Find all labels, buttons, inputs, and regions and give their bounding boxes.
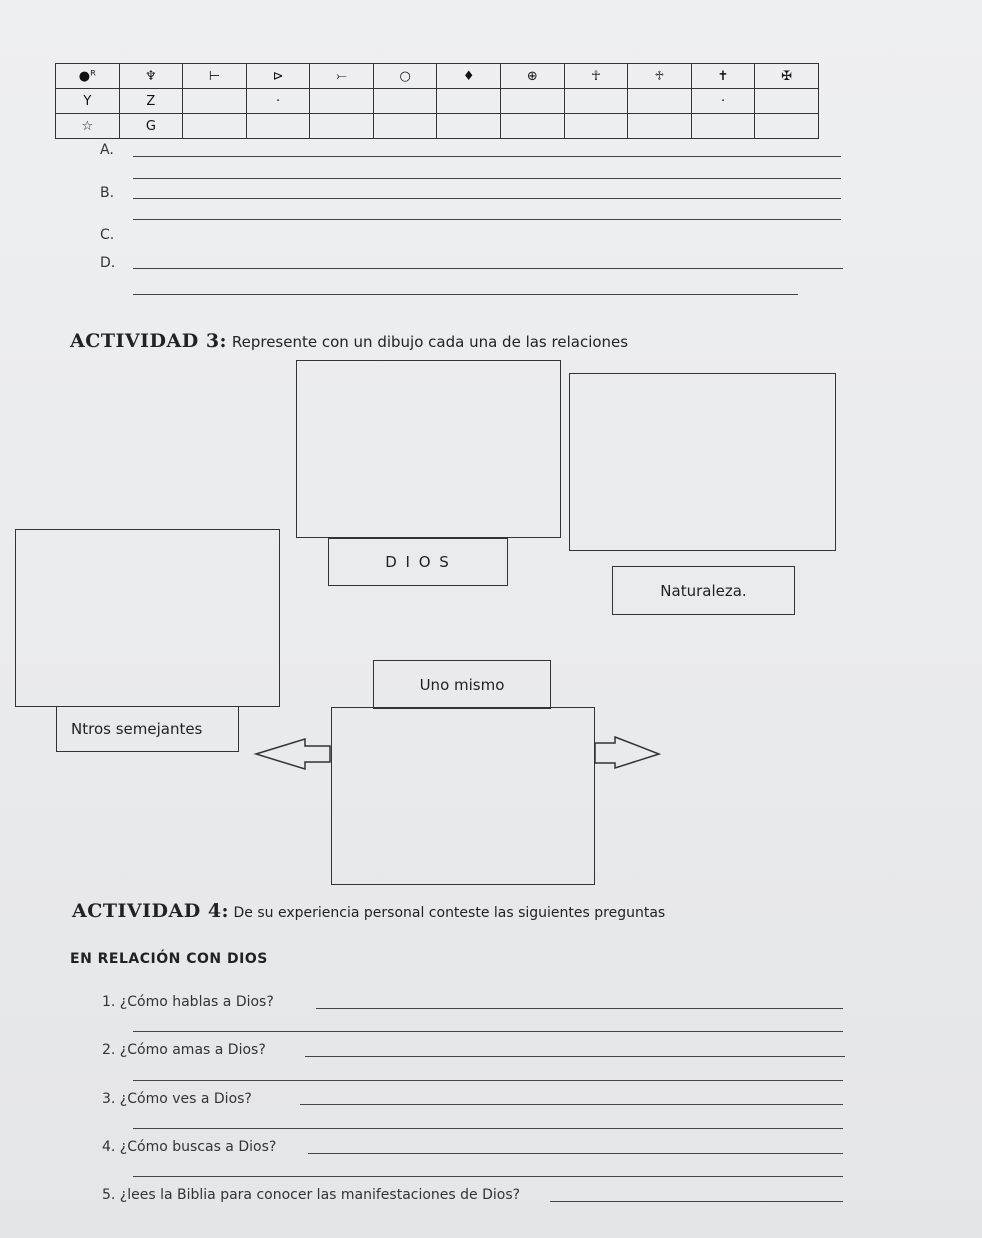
symbol-cell <box>373 114 437 139</box>
drawing-box-uno-mismo[interactable] <box>331 707 595 885</box>
symbol-cell <box>564 114 628 139</box>
symbol-cell: Z <box>119 89 183 114</box>
answer-line[interactable] <box>133 156 841 157</box>
symbol-cell: ⊕ <box>501 64 565 89</box>
symbol-cell: ⤚ <box>310 64 374 89</box>
symbol-cell: ♆ <box>119 64 183 89</box>
drawing-box-naturaleza[interactable] <box>569 373 836 551</box>
drawing-box-dios[interactable] <box>296 360 561 538</box>
answer-line[interactable] <box>305 1056 845 1057</box>
actividad4-heading <box>72 900 665 922</box>
symbol-cell: · <box>246 89 310 114</box>
symbol-cell: Y <box>56 89 120 114</box>
symbol-cell: ⊳ <box>246 64 310 89</box>
symbol-cell: ⊢ <box>183 64 247 89</box>
right-arrow-icon <box>595 735 661 773</box>
symbol-cell <box>564 89 628 114</box>
actividad3-instruction: Represente con un dibujo cada una de las relaciones <box>231 333 629 351</box>
symbol-cell <box>437 114 501 139</box>
symbol-cell <box>246 114 310 139</box>
left-arrow-icon <box>255 735 331 773</box>
symbol-cell <box>501 114 565 139</box>
question-1: 1. ¿Cómo hablas a Dios? <box>102 994 274 1010</box>
symbols-row <box>56 114 819 139</box>
symbol-cell <box>373 89 437 114</box>
symbol-cell: ☆ <box>56 114 120 139</box>
symbol-cell <box>310 114 374 139</box>
answer-line[interactable] <box>133 1031 843 1032</box>
answer-line[interactable] <box>133 178 841 179</box>
symbol-cell: ●ᴿ <box>56 64 120 89</box>
label-dios-text: D I O S <box>385 553 451 571</box>
actividad3-title: ACTIVIDAD 3: <box>70 330 228 352</box>
question-3: 3. ¿Cómo ves a Dios? <box>102 1091 252 1107</box>
symbol-cell <box>183 114 247 139</box>
symbol-cell <box>183 89 247 114</box>
symbol-cell: ☥ <box>564 64 628 89</box>
symbol-cell <box>310 89 374 114</box>
symbol-cell <box>628 114 692 139</box>
symbol-cell: ♦ <box>437 64 501 89</box>
answer-letter-c: C. <box>100 227 115 243</box>
question-5: 5. ¿lees la Biblia para conocer las manifestaciones de Dios? <box>102 1187 521 1203</box>
symbol-cell <box>755 89 819 114</box>
question-4: 4. ¿Cómo buscas a Dios? <box>102 1139 277 1155</box>
actividad4-title: ACTIVIDAD 4: <box>72 900 230 922</box>
symbols-row <box>56 64 819 89</box>
answer-letter-b: B. <box>100 185 115 201</box>
symbol-cell <box>501 89 565 114</box>
answer-line[interactable] <box>133 1128 843 1129</box>
actividad3-heading <box>70 330 628 352</box>
actividad4-instruction: De su experiencia personal conteste las siguientes preguntas <box>233 905 666 921</box>
symbol-cell: · <box>691 89 755 114</box>
label-semejantes <box>56 706 239 752</box>
symbol-cell: ♱ <box>628 64 692 89</box>
answer-line[interactable] <box>550 1201 843 1202</box>
label-naturaleza <box>612 566 795 615</box>
label-semejantes-text: Ntros semejantes <box>71 720 203 738</box>
symbol-cell <box>437 89 501 114</box>
symbol-cell: G <box>119 114 183 139</box>
answer-line[interactable] <box>308 1153 843 1154</box>
question-2: 2. ¿Cómo amas a Dios? <box>102 1042 266 1058</box>
answer-line[interactable] <box>133 268 843 269</box>
label-naturaleza-text: Naturaleza. <box>660 581 747 600</box>
answer-letter-d: D. <box>100 255 116 271</box>
answer-line[interactable] <box>133 198 841 199</box>
symbols-row <box>56 89 819 114</box>
answer-letter-a: A. <box>100 142 114 158</box>
answer-line[interactable] <box>133 294 798 295</box>
section-title: EN RELACIÓN CON DIOS <box>70 951 268 967</box>
label-dios <box>328 538 508 586</box>
symbol-cell: ✠ <box>755 64 819 89</box>
symbol-cell <box>691 114 755 139</box>
answer-line[interactable] <box>300 1104 843 1105</box>
symbol-cell: ✝ <box>691 64 755 89</box>
answer-line[interactable] <box>133 1176 843 1177</box>
symbol-cell: ○ <box>373 64 437 89</box>
drawing-box-semejantes[interactable] <box>15 529 280 707</box>
label-uno-mismo-text: Uno mismo <box>419 675 505 694</box>
answer-line[interactable] <box>316 1008 843 1009</box>
symbol-cell <box>628 89 692 114</box>
symbols-table <box>55 63 819 139</box>
answer-line[interactable] <box>133 1080 843 1081</box>
label-uno-mismo <box>373 660 551 709</box>
symbol-cell <box>755 114 819 139</box>
answer-line[interactable] <box>133 219 841 220</box>
